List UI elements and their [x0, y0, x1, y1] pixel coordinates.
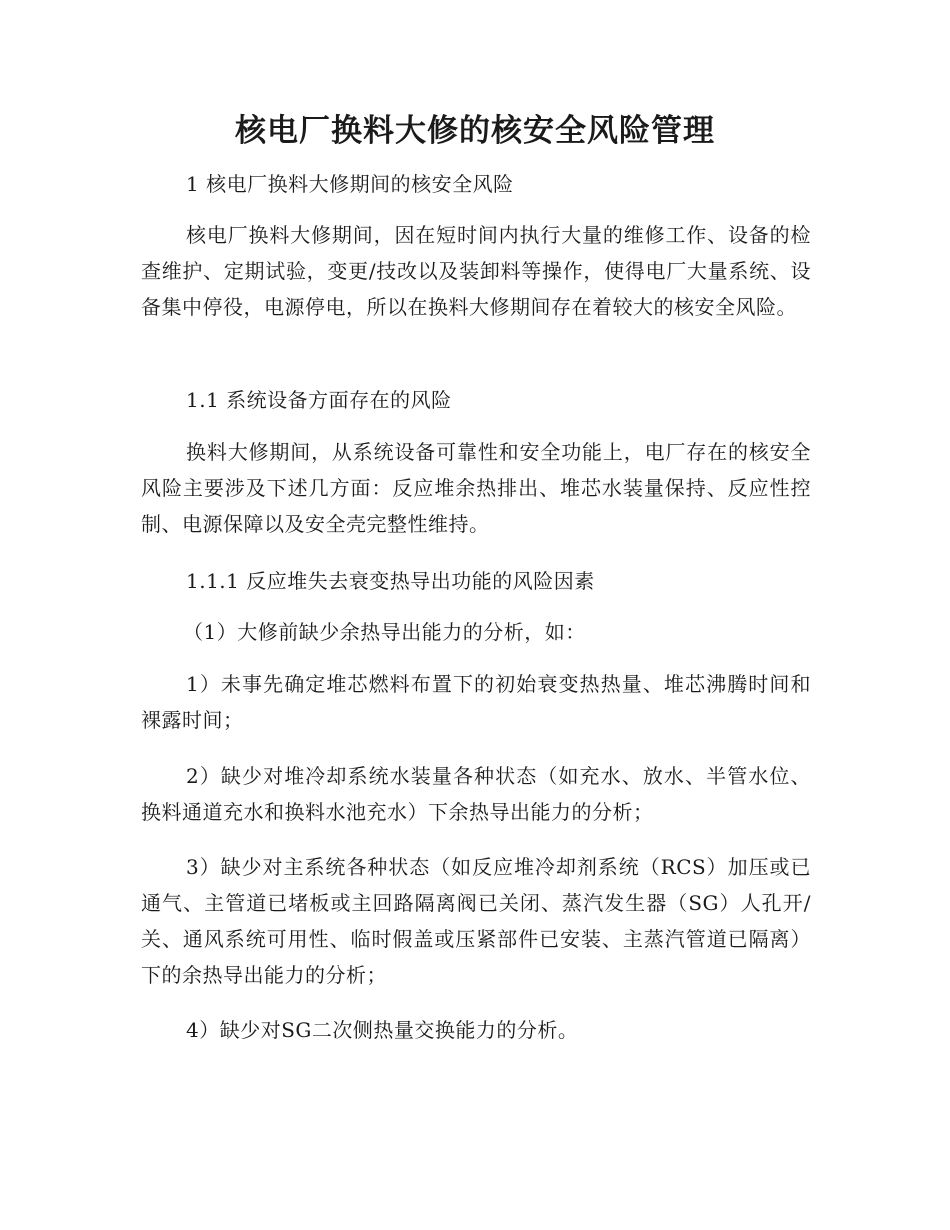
section-1-paragraph: 核电厂换料大修期间，因在短时间内执行大量的维修工作、设备的检查维护、定期试验，变更/技改以及装卸料等操作，使得电厂大量系统、设备集中停役，电源停电，所以在换料大修期间存在着较大的核安全风险。 [141, 223, 811, 319]
list-item: 1）未事先确定堆芯燃料布置下的初始衰变热热量、堆芯沸腾时间和裸露时间； [141, 672, 811, 732]
section-1-1-heading: 1.1 系统设备方面存在的风险 [186, 388, 452, 412]
list-item: 2）缺少对堆冷却系统水装量各种状态（如充水、放水、半管水位、换料通道充水和换料水池充水）下余热导出能力的分析； [141, 764, 811, 824]
list-item-paren-1: （1）大修前缺少余热导出能力的分析，如： [183, 620, 586, 644]
list-item: 3）缺少对主系统各种状态（如反应堆冷却剂系统（RCS）加压或已通气、主管道已堵板或主回路隔离阀已关闭、蒸汽发生器（SG）人孔开/关、通风系统可用性、临时假盖或压紧部件已安装、主蒸汽管道已隔离）下的余热导出能力的分析； [141, 855, 811, 987]
section-1-1-1-heading: 1.1.1 反应堆失去衰变热导出功能的风险因素 [186, 569, 595, 593]
section-1-1-paragraph: 换料大修期间，从系统设备可靠性和安全功能上，电厂存在的核安全风险主要涉及下述几方面：反应堆余热排出、堆芯水装量保持、反应性控制、电源保障以及安全壳完整性维持。 [141, 440, 811, 536]
section-1-heading: 1 核电厂换料大修期间的核安全风险 [186, 172, 514, 196]
document-title: 核电厂换料大修的核安全风险管理 [235, 113, 715, 149]
list-item: 4）缺少对SG二次侧热量交换能力的分析。 [186, 1018, 579, 1042]
